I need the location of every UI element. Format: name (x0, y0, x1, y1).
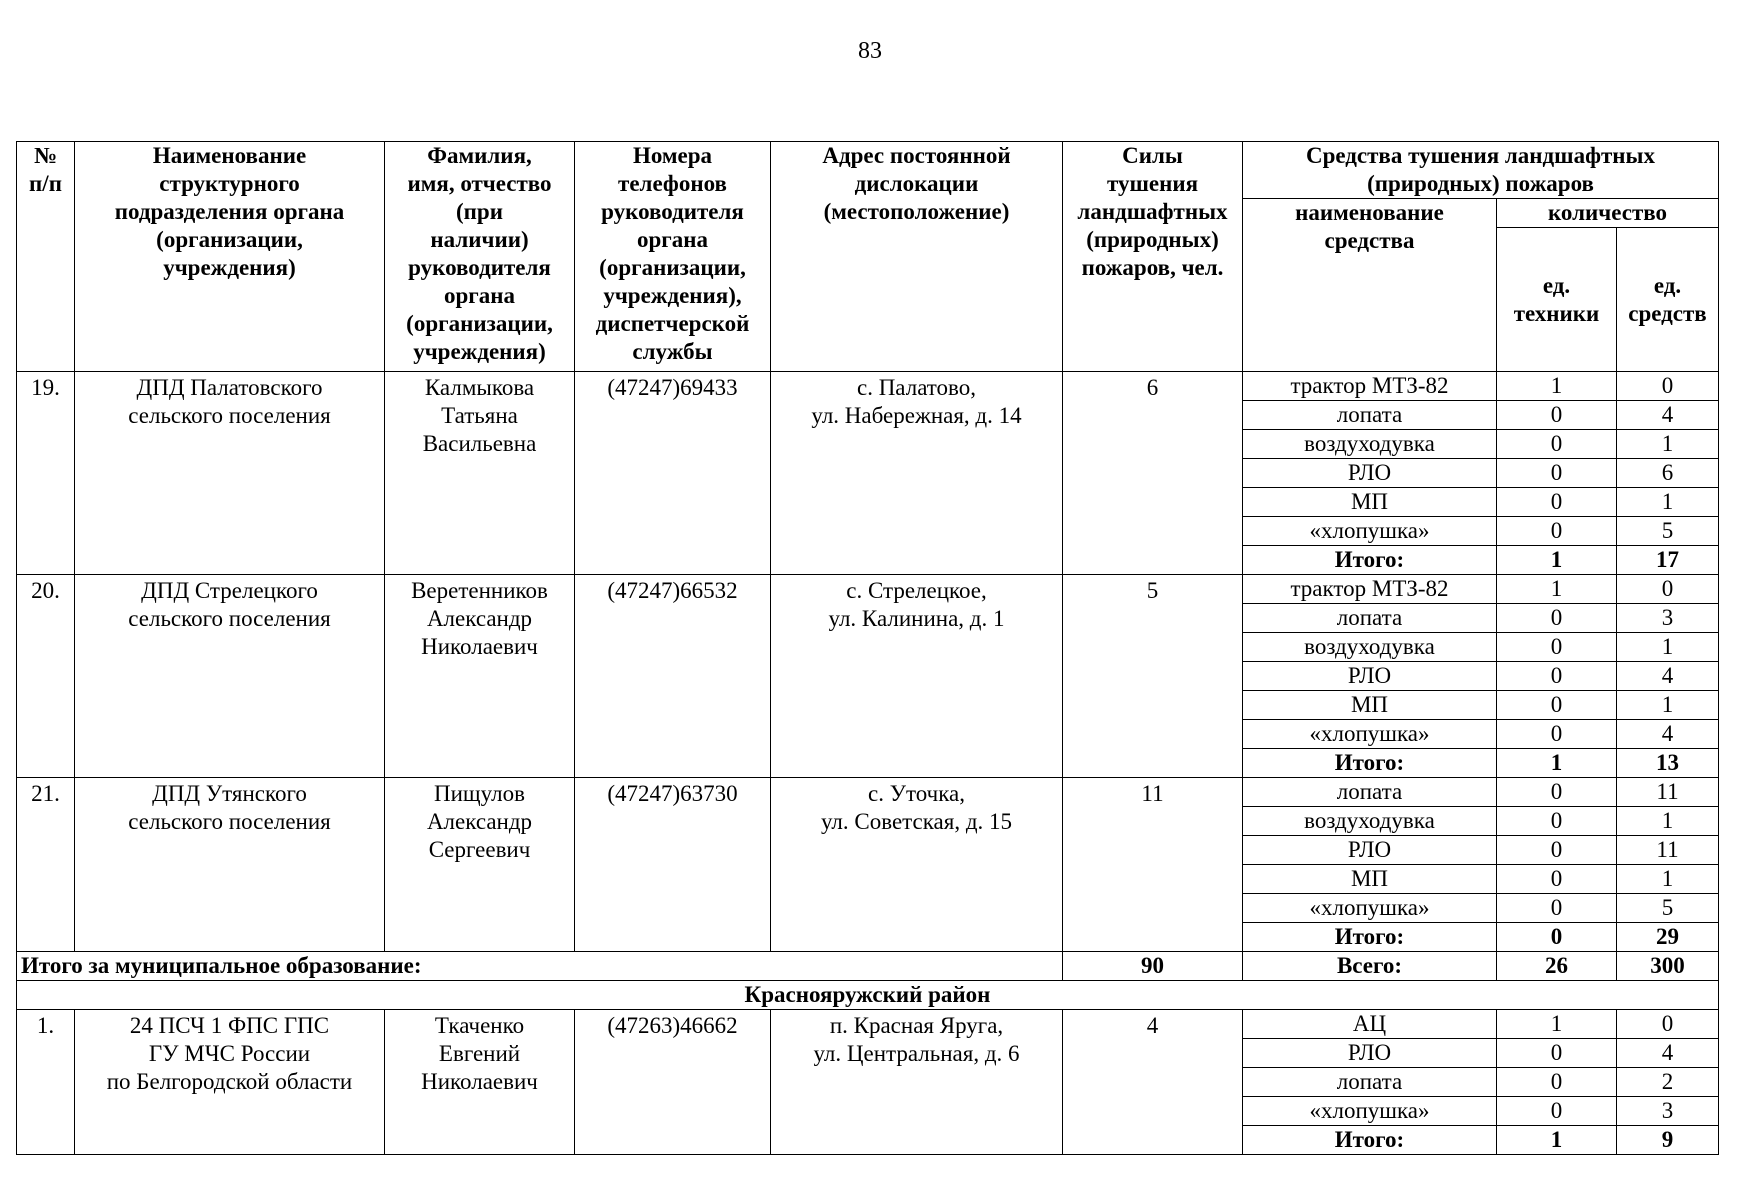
means-name (1243, 894, 1497, 923)
header-phones-line: Номера (632, 143, 713, 168)
units-means-value (1617, 575, 1719, 604)
header-unit-line: (организации, (156, 227, 303, 252)
unit-name-line: ГУ МЧС России (148, 1041, 311, 1066)
row-number-text: 1. (36, 1013, 55, 1038)
units-means-value (1617, 372, 1719, 401)
means-name-text: лопата (1336, 779, 1403, 804)
units-tech-value (1497, 720, 1617, 749)
units-tech-value (1497, 836, 1617, 865)
header-units-tech (1497, 228, 1617, 372)
municipal-total-means (1617, 952, 1719, 981)
unit-name-line: ДПД Палатовского (136, 375, 323, 400)
units-means-value (1617, 1068, 1719, 1097)
units-means-text: 17 (1656, 547, 1679, 572)
address-line: ул. Центральная, д. 6 (813, 1041, 1020, 1066)
units-tech-value (1497, 1039, 1617, 1068)
units-means-text: 2 (1661, 1069, 1674, 1094)
means-name (1243, 662, 1497, 691)
header-units-tech-line: ед. (1542, 272, 1571, 298)
units-tech-text: 0 (1550, 1069, 1563, 1094)
units-tech-value (1497, 778, 1617, 807)
forces-count-text: 11 (1141, 781, 1164, 806)
means-name (1243, 923, 1497, 952)
units-tech-value (1497, 430, 1617, 459)
units-tech-value (1497, 546, 1617, 575)
unit-name-line: сельского поселения (128, 606, 331, 631)
means-name-text: Итого: (1334, 750, 1405, 775)
head-name-line: Евгений (438, 1041, 521, 1066)
head-name-line: Калмыкова (424, 375, 535, 400)
header-quantity-label: количество (1547, 200, 1668, 225)
units-means-value (1617, 488, 1719, 517)
phone (575, 372, 771, 575)
units-tech-value (1497, 1010, 1617, 1039)
means-name (1243, 1126, 1497, 1155)
units-means-text: 5 (1661, 895, 1674, 920)
units-means-value (1617, 720, 1719, 749)
head-name-line: Васильевна (422, 431, 537, 456)
means-name-text: РЛО (1347, 460, 1392, 485)
units-tech-text: 0 (1550, 866, 1563, 891)
means-name-text: лопата (1336, 1069, 1403, 1094)
means-name-text: «хлопушка» (1309, 518, 1430, 543)
municipal-total-row (17, 952, 1719, 981)
means-name (1243, 430, 1497, 459)
means-name-text: воздуходувка (1304, 808, 1435, 833)
units-tech-value (1497, 575, 1617, 604)
units-tech-text: 1 (1550, 750, 1563, 775)
units-tech-text: 0 (1550, 692, 1563, 717)
units-means-text: 6 (1661, 460, 1674, 485)
table-row (17, 372, 1719, 401)
header-units-means-line: ед. (1653, 272, 1682, 298)
units-tech-value (1497, 459, 1617, 488)
header-unit (75, 142, 385, 372)
units-means-value (1617, 749, 1719, 778)
header-forces-line: тушения (1106, 171, 1199, 196)
forces-count-text: 4 (1146, 1013, 1159, 1038)
header-head-line: (при (456, 199, 503, 224)
units-tech-text: 0 (1550, 837, 1563, 862)
units-tech-value (1497, 894, 1617, 923)
unit-name-line: по Белгородской области (106, 1069, 353, 1094)
header-head (385, 142, 575, 372)
row-number-text: 20. (31, 578, 60, 603)
district-title (17, 981, 1719, 1010)
municipal-total-name-text: Всего: (1336, 953, 1403, 978)
head-name-line: Николаевич (421, 634, 538, 659)
units-means-value (1617, 517, 1719, 546)
units-tech-text: 1 (1550, 576, 1563, 601)
header-forces (1063, 142, 1243, 372)
units-tech-value (1497, 1068, 1617, 1097)
forces-count (1063, 575, 1243, 778)
means-name (1243, 1039, 1497, 1068)
units-tech-value (1497, 1097, 1617, 1126)
means-name (1243, 1097, 1497, 1126)
header-address-line: (местоположение) (823, 199, 1010, 224)
unit-name-line: ДПД Утянского (152, 781, 307, 806)
header-forces-line: пожаров, чел. (1081, 255, 1224, 280)
means-name-text: воздуходувка (1304, 634, 1435, 659)
municipal-total-label-text: Итого за муниципальное образование: (21, 953, 422, 978)
units-tech-text: 0 (1550, 924, 1563, 949)
units-means-text: 1 (1661, 431, 1674, 456)
means-name-text: Итого: (1334, 547, 1405, 572)
unit-name-line: сельского поселения (128, 809, 331, 834)
means-name (1243, 836, 1497, 865)
row-number (17, 778, 75, 952)
address-line: п. Красная Яруга, (829, 1013, 1004, 1038)
header-head-line: имя, отчество (407, 171, 552, 196)
means-name-text: РЛО (1347, 837, 1392, 862)
units-means-value (1617, 836, 1719, 865)
header-forces-line: (природных) (1086, 227, 1219, 252)
units-tech-text: 0 (1550, 808, 1563, 833)
units-means-text: 1 (1661, 489, 1674, 514)
municipal-total-forces-text: 90 (1141, 953, 1164, 978)
units-tech-text: 0 (1550, 431, 1563, 456)
units-means-value (1617, 662, 1719, 691)
address (771, 1010, 1063, 1155)
units-tech-text: 0 (1550, 605, 1563, 630)
means-name (1243, 401, 1497, 430)
units-tech-value (1497, 749, 1617, 778)
unit-name-line: ДПД Стрелецкого (141, 578, 318, 603)
units-means-text: 0 (1661, 576, 1674, 601)
table-row (17, 778, 1719, 807)
phone-text: (47263)46662 (607, 1013, 738, 1038)
units-means-text: 11 (1656, 779, 1679, 804)
address-line: с. Палатово, (856, 375, 977, 400)
forces-count-text: 5 (1146, 578, 1159, 603)
header-units-means (1617, 228, 1719, 372)
forces-count-text: 6 (1146, 375, 1159, 400)
means-name-text: АЦ (1352, 1011, 1387, 1036)
header-phones-line: телефонов (618, 171, 727, 196)
means-name-text: трактор МТЗ-82 (1290, 576, 1449, 601)
means-name (1243, 633, 1497, 662)
means-name-text: лопата (1336, 605, 1403, 630)
unit-name (75, 778, 385, 952)
units-means-text: 5 (1661, 518, 1674, 543)
header-unit-line: Наименование (152, 143, 307, 168)
header-head-line: Фамилия, (427, 143, 532, 168)
fire-means-table (16, 141, 1719, 1155)
means-name-text: «хлопушка» (1309, 1098, 1430, 1123)
units-means-text: 9 (1661, 1127, 1674, 1152)
units-tech-value (1497, 401, 1617, 430)
header-head-line: наличии) (430, 227, 529, 252)
table-body (17, 372, 1719, 1155)
header-phones-line: органа (637, 227, 708, 252)
header-means-name-line: наименование (1295, 200, 1444, 225)
header-phones-line: службы (632, 339, 713, 364)
unit-name (75, 372, 385, 575)
units-tech-value (1497, 865, 1617, 894)
units-tech-value (1497, 517, 1617, 546)
header-unit-line: структурного (159, 171, 300, 196)
means-name (1243, 517, 1497, 546)
units-tech-text: 0 (1550, 721, 1563, 746)
unit-name-line: 24 ПСЧ 1 ФПС ГПС (129, 1013, 330, 1038)
header-head-line: органа (444, 283, 515, 308)
header-num-line: № (33, 143, 58, 168)
units-tech-value (1497, 1126, 1617, 1155)
header-address-line: дислокации (854, 171, 979, 196)
head-name-line: Татьяна (441, 403, 518, 428)
header-means-name (1243, 199, 1497, 372)
units-tech-text: 0 (1550, 779, 1563, 804)
header-head-line: учреждения) (413, 339, 546, 364)
header-forces-line: Силы (1122, 143, 1183, 168)
head-name-line: Пищулов (434, 781, 525, 806)
means-name (1243, 459, 1497, 488)
units-tech-text: 1 (1550, 547, 1563, 572)
unit-name-line: сельского поселения (128, 403, 331, 428)
units-tech-value (1497, 488, 1617, 517)
means-name-text: РЛО (1347, 1040, 1392, 1065)
header-unit-line: учреждения) (163, 255, 296, 280)
means-name (1243, 1010, 1497, 1039)
head-name (385, 372, 575, 575)
means-name (1243, 1068, 1497, 1097)
units-means-value (1617, 604, 1719, 633)
forces-count (1063, 1010, 1243, 1155)
means-name-text: МП (1350, 692, 1389, 717)
units-means-value (1617, 1097, 1719, 1126)
forces-count (1063, 372, 1243, 575)
table-row (17, 1010, 1719, 1039)
units-means-text: 4 (1661, 402, 1674, 427)
units-means-value (1617, 778, 1719, 807)
header-phones (575, 142, 771, 372)
phone-text: (47247)66532 (607, 578, 738, 603)
means-name-text: РЛО (1347, 663, 1392, 688)
header-head-line: руководителя (408, 255, 551, 280)
units-tech-text: 1 (1550, 1127, 1563, 1152)
address (771, 575, 1063, 778)
header-means-line: Средства тушения ландшафтных (1305, 143, 1656, 168)
header-forces-line: ландшафтных (1077, 199, 1228, 224)
address (771, 372, 1063, 575)
units-means-value (1617, 459, 1719, 488)
municipal-total-name (1243, 952, 1497, 981)
units-means-text: 1 (1661, 692, 1674, 717)
page-number: 83 (858, 38, 882, 64)
means-name (1243, 865, 1497, 894)
means-name (1243, 691, 1497, 720)
phone-text: (47247)69433 (607, 375, 738, 400)
head-name-line: Александр (426, 606, 533, 631)
units-tech-value (1497, 633, 1617, 662)
means-name-text: воздуходувка (1304, 431, 1435, 456)
units-means-text: 0 (1661, 373, 1674, 398)
units-means-text: 3 (1661, 605, 1674, 630)
units-tech-text: 0 (1550, 634, 1563, 659)
units-means-text: 1 (1661, 866, 1674, 891)
units-tech-value (1497, 372, 1617, 401)
head-name (385, 575, 575, 778)
units-tech-text: 0 (1550, 1098, 1563, 1123)
means-name-text: трактор МТЗ-82 (1290, 373, 1449, 398)
units-tech-text: 1 (1550, 373, 1563, 398)
units-means-value (1617, 807, 1719, 836)
header-units-tech-line: техники (1513, 300, 1600, 326)
units-means-value (1617, 633, 1719, 662)
header-quantity (1497, 199, 1719, 228)
head-name (385, 1010, 575, 1155)
units-means-value (1617, 923, 1719, 952)
header-num-line: п/п (29, 171, 62, 196)
municipal-total-tech (1497, 952, 1617, 981)
means-name (1243, 372, 1497, 401)
units-means-value (1617, 401, 1719, 430)
header-unit-line: подразделения органа (114, 199, 345, 224)
means-name-text: «хлопушка» (1309, 895, 1430, 920)
header-head-line: (организации, (406, 311, 553, 336)
header-address (771, 142, 1063, 372)
head-name-line: Ткаченко (434, 1013, 525, 1038)
units-means-text: 11 (1656, 837, 1679, 862)
municipal-total-forces (1063, 952, 1243, 981)
head-name-line: Николаевич (421, 1069, 538, 1094)
head-name-line: Сергеевич (428, 837, 531, 862)
municipal-total-tech-text: 26 (1545, 953, 1568, 978)
means-name (1243, 749, 1497, 778)
units-means-text: 4 (1661, 663, 1674, 688)
units-tech-text: 0 (1550, 663, 1563, 688)
units-tech-value (1497, 604, 1617, 633)
units-means-value (1617, 1039, 1719, 1068)
head-name (385, 778, 575, 952)
row-number-text: 19. (31, 375, 60, 400)
forces-count (1063, 778, 1243, 952)
units-means-value (1617, 894, 1719, 923)
means-name-text: МП (1350, 489, 1389, 514)
units-tech-text: 1 (1550, 1011, 1563, 1036)
header-row-1 (17, 142, 1719, 199)
units-means-value (1617, 1126, 1719, 1155)
units-means-value (1617, 691, 1719, 720)
means-name (1243, 488, 1497, 517)
units-means-text: 3 (1661, 1098, 1674, 1123)
means-name (1243, 546, 1497, 575)
units-means-value (1617, 546, 1719, 575)
units-tech-text: 0 (1550, 402, 1563, 427)
units-means-text: 1 (1661, 634, 1674, 659)
units-tech-text: 0 (1550, 1040, 1563, 1065)
means-name (1243, 778, 1497, 807)
header-means (1243, 142, 1719, 199)
header-phones-line: учреждения), (603, 283, 742, 308)
head-name-line: Александр (426, 809, 533, 834)
units-means-value (1617, 430, 1719, 459)
header-num (17, 142, 75, 372)
units-tech-value (1497, 807, 1617, 836)
address-line: с. Уточка, (868, 781, 965, 806)
units-tech-text: 0 (1550, 460, 1563, 485)
row-number (17, 372, 75, 575)
means-name-text: Итого: (1334, 1127, 1405, 1152)
means-name (1243, 720, 1497, 749)
units-means-value (1617, 1010, 1719, 1039)
address (771, 778, 1063, 952)
units-means-text: 29 (1656, 924, 1679, 949)
header-phones-line: руководителя (601, 199, 744, 224)
header-units-means-line: средств (1628, 300, 1707, 326)
phone (575, 575, 771, 778)
header-phones-line: (организации, (599, 255, 746, 280)
means-name (1243, 604, 1497, 633)
means-name-text: «хлопушка» (1309, 721, 1430, 746)
phone (575, 1010, 771, 1155)
district-title-text: Краснояружский район (744, 982, 991, 1007)
units-means-text: 13 (1656, 750, 1679, 775)
district-row (17, 981, 1719, 1010)
row-number (17, 1010, 75, 1155)
units-means-value (1617, 865, 1719, 894)
unit-name (75, 1010, 385, 1155)
header-means-name-line: средства (1324, 228, 1415, 253)
municipal-total-means-text: 300 (1650, 953, 1685, 978)
head-name-line: Веретенников (411, 578, 548, 603)
phone-text: (47247)63730 (607, 781, 738, 806)
row-number-text: 21. (31, 781, 60, 806)
units-means-text: 4 (1661, 721, 1674, 746)
address-line: ул. Калинина, д. 1 (828, 606, 1005, 631)
units-means-text: 4 (1661, 1040, 1674, 1065)
units-tech-text: 0 (1550, 518, 1563, 543)
units-means-text: 0 (1661, 1011, 1674, 1036)
means-name-text: лопата (1336, 402, 1403, 427)
row-number (17, 575, 75, 778)
units-tech-value (1497, 691, 1617, 720)
header-means-line: (природных) пожаров (1367, 171, 1594, 196)
address-line: ул. Набережная, д. 14 (811, 403, 1022, 428)
address-line: ул. Советская, д. 15 (820, 809, 1013, 834)
header-address-line: Адрес постоянной (822, 143, 1011, 168)
means-name-text: МП (1350, 866, 1389, 891)
municipal-total-label (17, 952, 1063, 981)
means-name (1243, 575, 1497, 604)
means-name-text: Итого: (1334, 924, 1405, 949)
units-tech-value (1497, 662, 1617, 691)
header-phones-line: диспетчерской (595, 311, 750, 336)
units-means-text: 1 (1661, 808, 1674, 833)
units-tech-value (1497, 923, 1617, 952)
phone (575, 778, 771, 952)
table-row (17, 575, 1719, 604)
units-tech-text: 0 (1550, 489, 1563, 514)
means-name (1243, 807, 1497, 836)
table-header (17, 142, 1719, 372)
address-line: с. Стрелецкое, (846, 578, 987, 603)
units-tech-text: 0 (1550, 895, 1563, 920)
unit-name (75, 575, 385, 778)
